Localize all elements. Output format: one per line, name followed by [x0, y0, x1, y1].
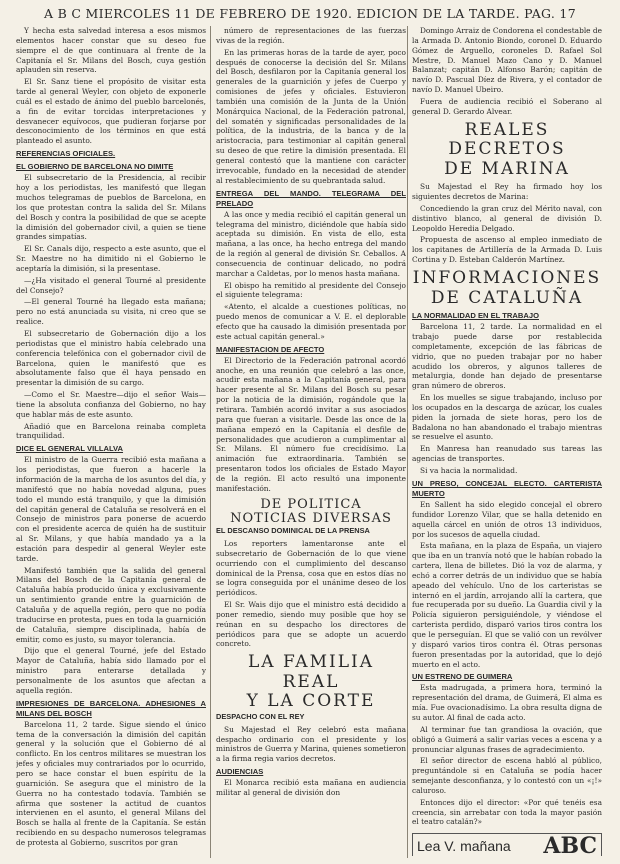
paragraph: El Sr. Sanz tiene el propósito de visitar esta tarde al general Weyler, con objeto de exponerle cuál es el estado de ánimo del pueblo barcelonés, a fin de evitar torcidas interpretaciones y desvanecer equívocos, que pudieran forjarse por desconocimiento de los términos en que está planteado el asunto. [16, 77, 206, 146]
paragraph: Entonces dijo el director: «Por qué tenéis esa creencia, sin arrebatar con toda la mayor pasión el teatro catalán?» [412, 797, 602, 827]
section-heading-decretos [412, 121, 602, 180]
paragraph: Al terminar fue tan grandiosa la ovación, que obligó a Guimerá a salir varias veces a escena y a pronunciar algunas frases de agradecimiento. [412, 724, 602, 754]
subheading: EL GOBIERNO DE BARCELONA NO DIMITE [16, 162, 174, 172]
subheading: IMPRESIONES DE BARCELONA. ADHESIONES A MILANS DEL BOSCH [16, 698, 206, 718]
paragraph: El obispo ha remitido al presidente del Consejo el siguiente telegrama: [216, 280, 406, 300]
column-rule [407, 26, 408, 858]
page-header: A B C MIERCOLES 11 DE FEBRERO DE 1920. EDICION DE LA TARDE. PAG. 17 [44, 6, 576, 21]
section-heading-familia-real [216, 653, 406, 721]
advert-text: Lea V. mañana [417, 838, 511, 855]
paragraph: El señor director de escena habló al público, preguntándole si en Cataluña se podía hacer semejante desconfianza, y lo contestó con un «¡!» caluroso. [412, 756, 602, 795]
paragraph: Esta mañana, en la plaza de España, un viajero que iba en un tranvía notó que le habían robado la cartera, llena de billetes. Dió la voz de alarma, y echó a correr detrás de un individuo que se había apeado del vehículo. Uno de los carteristas se internó en el jardín, arrojando allí la cartera, que fue recuperada por su dueño. La Guardia civil y la Policía siguieron persiguiéndole, y viéndose el carterista perdido, disparó varios tiros contra los que le perseguían. El que se valió con un revólver y disparó varios tiros contra él. Otras personas fueron presentadas por la autoridad, que lo dejó muerto en el acto. [412, 541, 602, 669]
paragraph: —El general Tourné ha llegado esta mañana; pero no está anunciada su visita, ni creo que se realice. [16, 297, 206, 327]
column-3 [412, 26, 602, 856]
paragraph: número de representaciones de las fuerzas vivas de la región. [216, 26, 406, 45]
paragraph: Barcelona 11, 2 tarde. Sigue siendo el único tema de la conversación la dimisión del capitán general y la solución que el Gobierno dé al conflicto. En los centros militares se muestran los jefes y oficiales muy contrariados por lo ocurrido, pero se hace constar el buen espíritu de la guarnición. Se asegura que el ministro de la Guerra no ha contestado todavía. También se afirma que sostener la actitud de cuantos intervienen en el asunto, el general Milans del Bosch se halla al frente de la Capitanía. Se están recibiendo en su despacho numerosos telegramas de protesta al Gobierno, suscritos por gran [16, 719, 206, 847]
paragraph: El Directorio de la Federación patronal acordó anoche, en una reunión que celebró a las once, acudir esta mañana a la Capitanía general, para hacer presente al Sr. Milans del Bosch su pesar por la noticia de la dimisión, rogándole que la retirara. También acordó invitar a sus asociados para que fueran a visitarle. Desde las once de la mañana empezó en la Capitanía el desfile de personalidades que acudieron a cumplimentar al Sr. Milans. El número fue crecidísimo. La animación fue extraordinaria. También se presentaron todos los oficiales de Estado Mayor de la región. El acto resultó una imponente manifestación. [216, 355, 406, 493]
paragraph: En las primeras horas de la tarde de ayer, poco después de conocerse la decisión del Sr. Milans del Bosch, desfilaron por la Capitanía general los generales de la guarnición y jefes de Cuerpo y comisiones de jefes y oficiales. Estuvieron también una comisión de la Junta de la Unión Monárquica Nacional, de la Federación patronal, del somatén y significadas personalidades de la política, de la industria, de la banca y de la aristocracia, para testimoniar al capitán general su deseo de que retire la dimisión presentada. El general contestó que la mantiene con carácter irrevocable, fundado en la necesidad de atender al restablecimiento de su quebrantada salud. [216, 47, 406, 185]
paragraph: Su Majestad el Rey ha firmado hoy los siguientes decretos de Marina: [412, 182, 602, 202]
paragraph: Y hecha esta salvedad interesa a esos mismos elementos hacer constar que su deseo fue siempre el de que continuara al frente de la Capitanía el Sr. Milans del Bosch, cuya gestión aplauden sin reserva. [16, 26, 206, 75]
paragraph: El Sr. Canals dijo, respecto a este asunto, que el Sr. Maestre no ha dimitido ni el Gobierno le aceptaría la dimisión, si la presentase. [16, 244, 206, 273]
section-heading-politica [216, 498, 406, 536]
section-title: LA FAMILIA REAL [248, 652, 374, 692]
subheading: AUDIENCIAS [216, 767, 264, 777]
paragraph: «Atento, el alcalde a cuestiones políticas, no puedo menos de comunicar a V. E. el deplorable efecto que ha causado la dimisión presentada por este actual capitán general.» [216, 302, 406, 341]
paragraph: Añadió que en Barcelona reinaba completa tranquilidad. [16, 421, 206, 441]
paragraph: Manifestó también que la salida del general Milans del Bosch de la Capitanía general de Cataluña había producido única y exclusivamente un sentimiento grande entre la guarnición de Cataluña y de aquella región, pero que no podía traducirse en protesta, pues en toda la guarnición de Cataluña, siempre disciplinada, había de emitir, como es justo, su mayor tolerancia. [16, 565, 206, 644]
paragraph: Los reporters lamentaronse ante el subsecretario de Gobernación de lo que viene ocurriendo con el cumplimiento del descanso dominical de la Prensa, cosa que en estos días no se logra conseguida por el unánime deseo de los periódicos. [216, 539, 406, 598]
subheading: UN PRESO, CONCEJAL ELECTO. CARTERISTA MUERTO [412, 478, 602, 498]
section-title: REALES DECRETOS [448, 119, 566, 160]
subheading: DICE EL GENERAL VILLALVA [16, 444, 124, 454]
section-title: INFORMACIONES [412, 267, 602, 288]
paragraph: Propuesta de ascenso al empleo inmediato de los capitanes de Artillería de la Armada D. Luis Cortina y D. Esteban Calderón Martínez. [412, 235, 602, 265]
paragraph: El Monarca recibió esta mañana en audiencia militar al general de división don [216, 778, 406, 798]
paragraph: Dijo que el general Tourné, jefe del Estado Mayor de Cataluña, había sido llamado por el ministro para enterarse detallada y personalmente de los asuntos que afectan a aquella región. [16, 646, 206, 695]
subheading: DESPACHO CON EL REY [216, 711, 305, 721]
paragraph: En los muelles se sigue trabajando, incluso por los ocupados en la descarga de azúcar, los cuales piden la jornada de siete horas, pero los de Badalona no han abandonado el trabajo mientras se resuelve el asunto. [412, 393, 602, 442]
section-title: DE CATALUÑA [430, 287, 584, 308]
section-title: NOTICIAS DIVERSAS [230, 510, 392, 526]
subheading: REFERENCIAS OFICIALES. [16, 149, 116, 159]
paragraph: A las once y media recibió el capitán general un telegrama del ministro, diciéndole que había sido aceptada su dimisión. En vista de ello, esta mañana, a las once, ha hecho entrega del mando de la región al general de división Sr. Ceballos. A consecuencia de continuar delicado, no podrá marchar a Caldetas, por lo menos hasta mañana. [216, 209, 406, 278]
paragraph: Su Majestad el Rey celebró esta mañana despacho ordinario con el presidente y los ministros de Guerra y Marina, quienes sometieron a la firma regia varios decretos. [216, 724, 406, 764]
column-2 [216, 26, 406, 856]
abc-advert [412, 833, 602, 856]
section-title: Y LA CORTE [246, 691, 376, 712]
subheading: EL DESCANSO DOMINICAL DE LA PRENSA [216, 526, 370, 536]
paragraph: En Sallent ha sido elegido concejal el obrero fundidor Lorenzo Vilar, que se halla detenido en aquella cárcel en unión de otros 13 individuos, por los sucesos de aquella ciudad. [412, 500, 602, 539]
paragraph: Barcelona 11, 2 tarde. La normalidad en el trabajo puede darse por restablecida completamente, excepción de las fábricas de vidrio, que no pueden trabajar por no haber acudido los obreros, y algunos talleres de metalurgia, donde han dejado de presentarse gran número de obreros. [412, 322, 602, 391]
paragraph: El subsecretario de Gobernación dijo a los periodistas que el ministro había celebrado una conferencia telefónica con el gobernador civil de Barcelona, quien le manifestó que es absolutamente falso que él haya pensado en presentar la dimisión de su cargo. [16, 328, 206, 388]
paragraph: Si va hacia la normalidad. [420, 465, 518, 475]
paragraph: Fuera de audiencia recibió el Soberano al general D. Gerardo Alvear. [412, 96, 602, 116]
paragraph: Esta madrugada, a primera hora, terminó la representación del drama, de Guimerá, El alma es mía. Fue ovacionadísimo. La obra resulta digna de su autor. Al final de cada acto. [412, 683, 602, 722]
subheading: MANIFESTACION DE AFECTO [216, 344, 325, 354]
column-1 [16, 26, 206, 856]
paragraph: Domingo Arraiz de Condorena el condestable de la Armada D. Antonio Biondo, coronel D. Eduardo Gómez de Arguello, coroneles D. Rafael Sol Mestre, D. Manuel Mazo Cano y D. Manuel Balanzat; capitán D. Alfonso Barón; capitán de navío D. Pascual Díez de Rivera, y el contador de navío D. Manuel Ubeiro. [412, 26, 602, 95]
subheading: LA NORMALIDAD EN EL TRABAJO [412, 311, 539, 321]
paragraph: Concediendo la gran cruz del Mérito naval, con distintivo blanco, al general de división D. Leopoldo Heredia Delgado. [412, 203, 602, 233]
paragraph: El Sr. Wais dijo que el ministro está decidido a poner remedio, siendo muy posible que hoy se reúnan en su despacho los directores de periódicos para que se adopte un acuerdo concreto. [216, 600, 406, 649]
section-title: DE MARINA [444, 158, 570, 179]
paragraph: —¿Ha visitado el general Tourné al presidente del Consejo? [16, 275, 206, 295]
column-rule [210, 26, 211, 858]
subheading: UN ESTRENO DE GUIMERA [412, 672, 513, 682]
abc-logo: ABC [543, 833, 597, 856]
paragraph: El ministro de la Guerra recibió esta mañana a los periodistas, que fueron a hacerle la información de la marcha de los asuntos del día, y manifestó que no había novedad alguna, pues todo el mundo está tranquilo, y que la dimisión del capitán general de Cataluña se resolverá en el Consejo de ministros para ponerse de acuerdo con el presidente acerca de quién ha de sustituir al Sr. Milans, y que había mandado ya a la estación para despedir al general Weyler este tarde. [16, 455, 206, 563]
paragraph: —Como el Sr. Maestre—dijo el señor Wais—tiene la absoluta confianza del Gobierno, no hay que hablar más de este asunto. [16, 390, 206, 419]
paragraph: En Manresa han reanudado sus tareas las agencias de transportes. [412, 444, 602, 464]
subheading: ENTREGA DEL MANDO. TELEGRAMA DEL PRELADO [216, 188, 406, 208]
section-heading-cataluna [412, 269, 602, 308]
paragraph: El subsecretario de la Presidencia, al recibir hoy a los periodistas, les manifestó que llegan muchos telegramas de pueblos de Barcelona, en los que protestan contra la salida del Sr. Milans del Bosch y contra la posibilidad de que se acepte la dimisión del gobernador civil, a quien se tiene grandes simpatías. [16, 173, 206, 242]
section-title: DE POLITICA [260, 496, 362, 512]
